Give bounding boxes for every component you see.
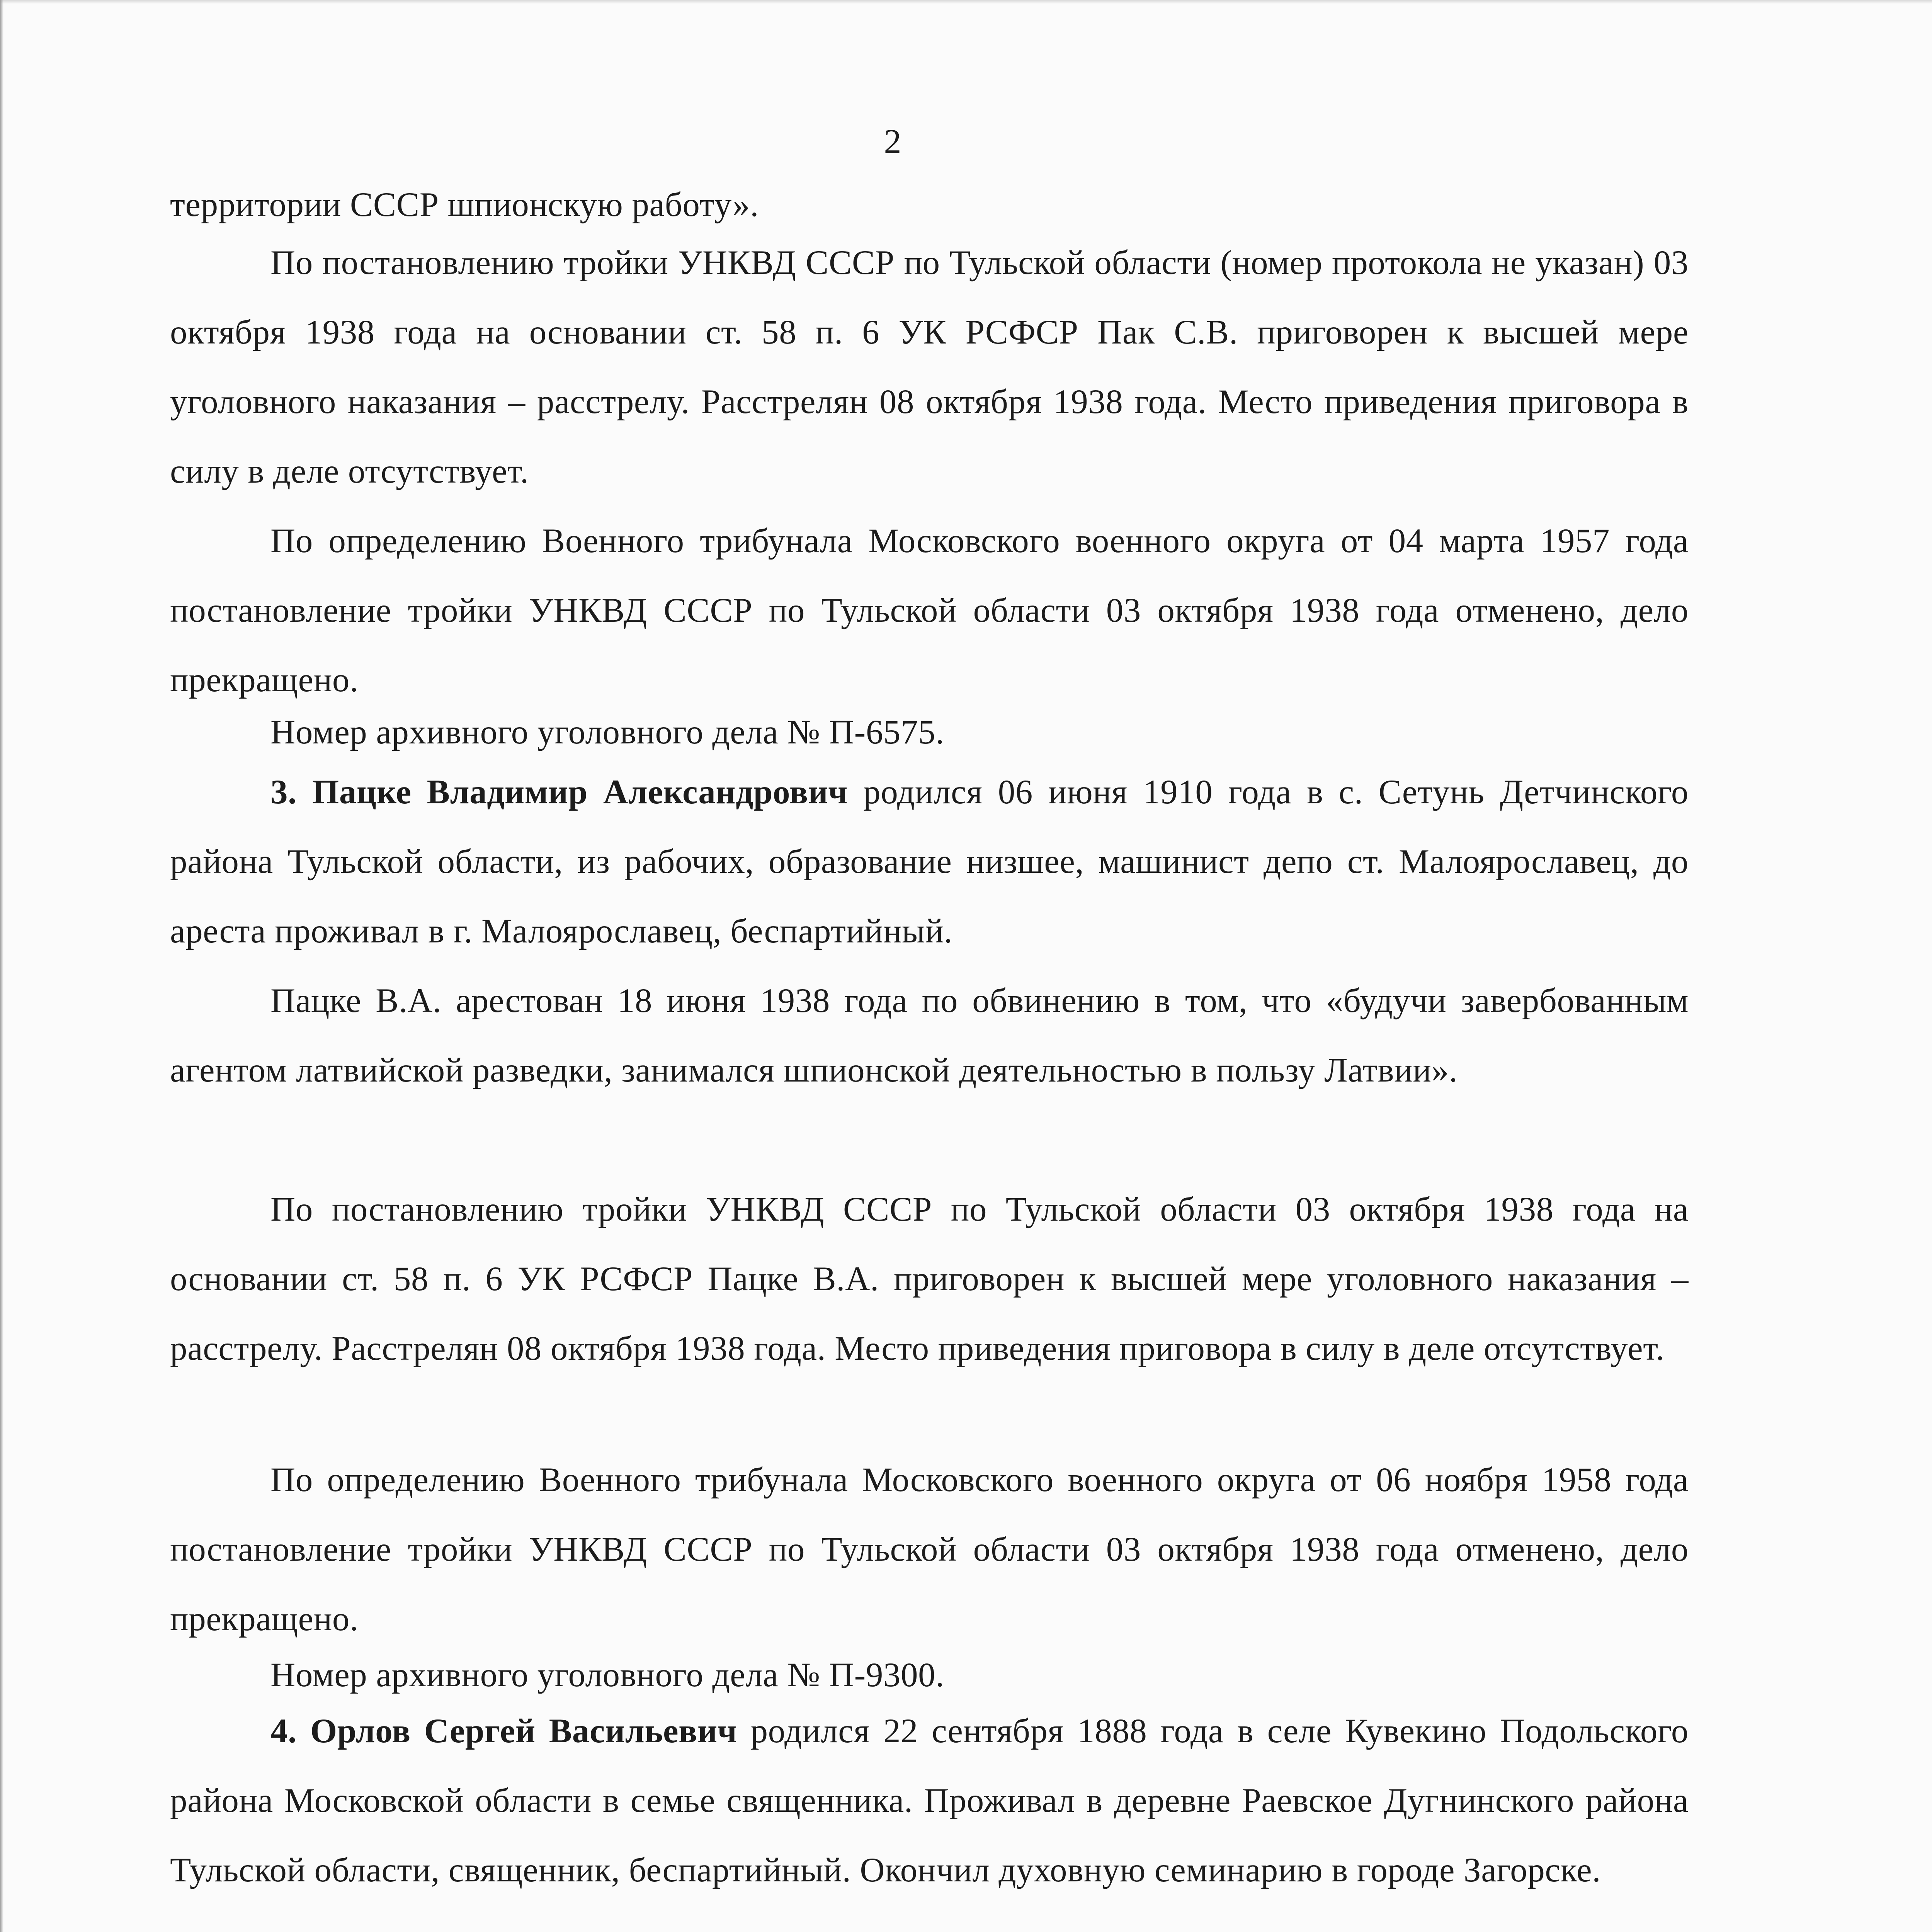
person-name-heading: 4. Орлов Сергей Васильевич [270,1712,737,1750]
paragraph-text: Номер архивного уголовного дела № П-9300. [270,1656,945,1694]
paragraph-text: Пацке В.А. арестован 18 июня 1938 года по обвинению в том, что «будучи завербованным агентом латвийской разведки, занимался шпионской деятельностью в пользу Латвии». [170,982,1689,1089]
scan-edge-left [0,0,3,1932]
paragraph-arrest-patske [170,966,1689,1105]
paragraph-text: родился 06 июня 1910 года в с. Сетунь Детчинского района Тульской области, из рабочих, образование низшее, машинист депо ст. Малоярославец, до ареста проживал в г. Малоярославец, беспартийный. [170,773,1689,950]
paragraph-sentence-patske [170,1175,1689,1383]
paragraph-case-number-pak [170,697,1689,767]
paragraph-text: По определению Военного трибунала Московского военного округа от 06 ноября 1958 года постановление тройки УНКВД СССР по Тульской области 03 октября 1938 года отменено, дело прекращено. [170,1461,1689,1638]
paragraph-text: По постановлению тройки УНКВД СССР по Тульской области (номер протокола не указан) 03 октября 1938 года на основании ст. 58 п. 6 УК РСФСР Пак С.В. приговорен к высшей мере уголовного наказания – расстрелу. Расстрелян 08 октября 1938 года. Место приведения приговора в силу в деле отсутствует. [170,244,1689,490]
paragraph-sentence-pak [170,228,1689,506]
person-name-heading: 3. Пацке Владимир Александрович [270,773,848,811]
paragraph-bio-patske [170,757,1689,966]
paragraph-bio-orlov [170,1696,1689,1905]
paragraph-rehabilitation-patske [170,1445,1689,1654]
paragraph-rehabilitation-pak [170,506,1689,715]
paragraph-text: По постановлению тройки УНКВД СССР по Тульской области 03 октября 1938 года на основании ст. 58 п. 6 УК РСФСР Пацке В.А. приговорен к высшей мере уголовного наказания – расстрелу. Расстрелян 08 октября 1938 года. Место приведения приговора в силу в деле отсутствует. [170,1190,1689,1367]
scan-edge-top [0,0,1932,4]
paragraph-text: территории СССР шпионскую работу». [170,186,759,224]
page-number: 2 [884,122,901,161]
paragraph-text: Номер архивного уголовного дела № П-6575. [270,713,945,751]
paragraph-text: родился 22 сентября 1888 года в селе Кувекино Подольского района Московской области в семье священника. Проживал в деревне Раевское Дугнинского района Тульской области, священник, беспартийный. Окончил духовную семинарию в городе Загорске. [170,1712,1689,1889]
paragraph-text: По определению Военного трибунала Московского военного округа от 04 марта 1957 года постановление тройки УНКВД СССР по Тульской области 03 октября 1938 года отменено, дело прекращено. [170,522,1689,699]
